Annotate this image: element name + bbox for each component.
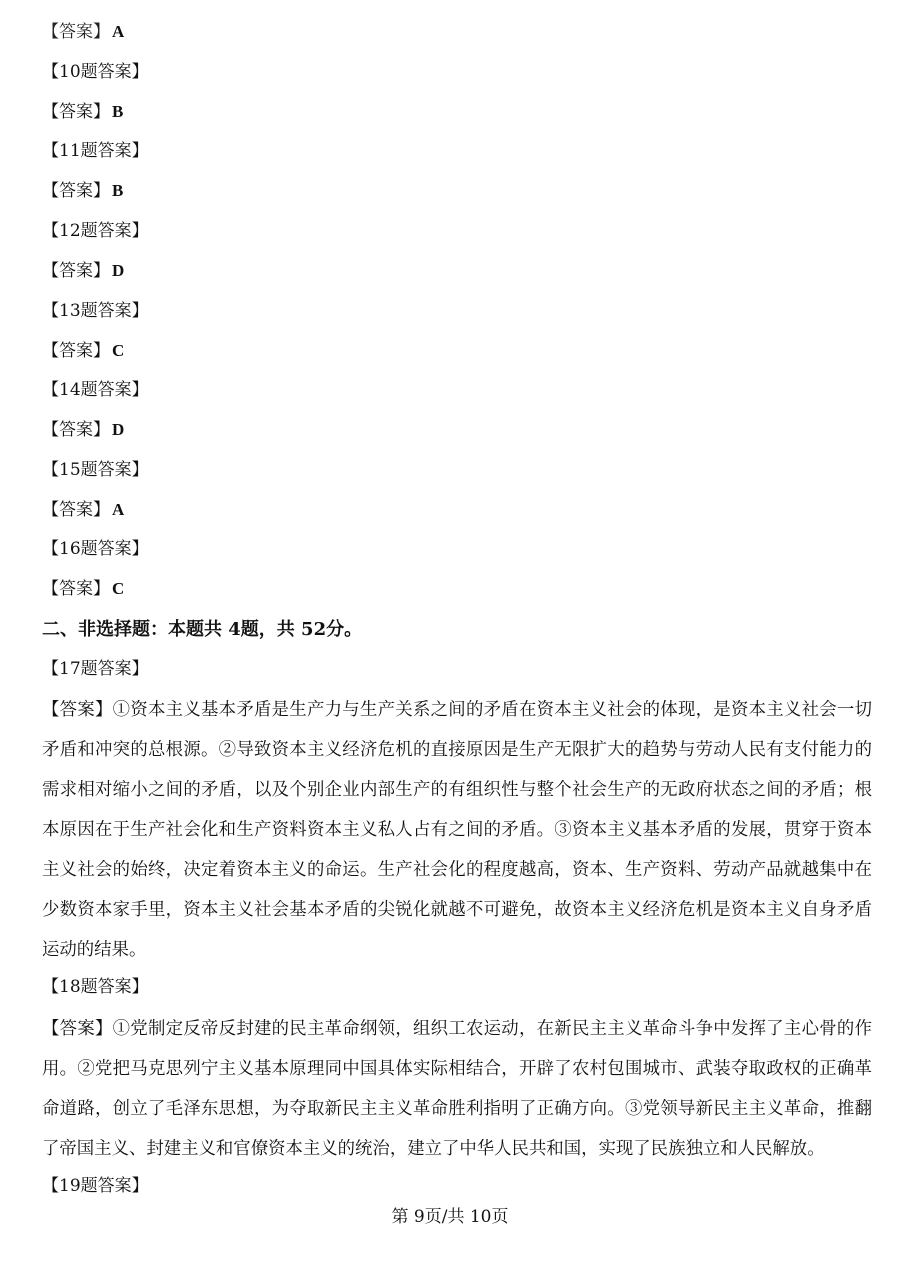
answer-label: 【答案】 <box>42 261 110 281</box>
question-header-17: 【17题答案】 <box>42 659 149 679</box>
question-header-10: 【10题答案】 <box>42 62 149 82</box>
answer-value: B <box>112 102 124 121</box>
answer-line-16 <box>42 577 124 601</box>
answer-value: D <box>112 420 125 439</box>
answer-label: 【答案】 <box>42 102 110 122</box>
section-title: 二、非选择题：本题共 4题，共 52分。 <box>42 619 363 640</box>
answer-label: 【答案】 <box>42 420 110 440</box>
answer-value: C <box>112 579 125 598</box>
answer-line-14 <box>42 418 124 442</box>
question-header-14: 【14题答案】 <box>42 380 149 400</box>
question-header-11: 【11题答案】 <box>42 141 149 161</box>
answer-value: A <box>112 500 125 519</box>
page-footer: 第 9页/共 10页 <box>391 1207 509 1227</box>
question-header-19: 【19题答案】 <box>42 1176 149 1196</box>
answer-line-15 <box>42 498 124 522</box>
answer-label: 【答案】 <box>42 22 110 42</box>
question-header-15: 【15题答案】 <box>42 460 149 480</box>
answer-label: 【答案】 <box>42 341 110 361</box>
answer-line-9 <box>42 20 124 44</box>
question-header-16: 【16题答案】 <box>42 539 149 559</box>
answer-line-10 <box>42 100 123 124</box>
answer-paragraph-18: 【答案】①党制定反帝反封建的民主革命纲领，组织工农运动，在新民主主义革命斗争中发挥了主心骨的作用。②党把马克思列宁主义基本原理同中国具体实际相结合，开辟了农村包围城市、武装夺取政权的正确革命道路，创立了毛泽东思想，为夺取新民主主义革命胜利指明了正确方向。③党领导新民主主义革命，推翻了帝国主义、封建主义和官僚资本主义的统治，建立了中华人民共和国，实现了民族独立和人民解放。 <box>42 1019 872 1159</box>
answer-value: B <box>112 181 124 200</box>
question-header-18: 【18题答案】 <box>42 977 149 997</box>
question-header-12: 【12题答案】 <box>42 221 149 241</box>
answer-label: 【答案】 <box>42 181 110 201</box>
answer-label: 【答案】 <box>42 579 110 599</box>
question-header-13: 【13题答案】 <box>42 301 149 321</box>
answer-value: D <box>112 261 125 280</box>
answer-line-13 <box>42 339 124 363</box>
answer-line-11 <box>42 179 123 203</box>
answer-line-12 <box>42 259 124 283</box>
answer-value: C <box>112 341 125 360</box>
answer-value: A <box>112 22 125 41</box>
answer-paragraph-17: 【答案】①资本主义基本矛盾是生产力与生产关系之间的矛盾在资本主义社会的体现，是资本主义社会一切矛盾和冲突的总根源。②导致资本主义经济危机的直接原因是生产无限扩大的趋势与劳动人民有支付能力的需求相对缩小之间的矛盾，以及个别企业内部生产的有组织性与整个社会生产的无政府状态之间的矛盾；根本原因在于生产社会化和生产资料资本主义私人占有之间的矛盾。③资本主义基本矛盾的发展，贯穿于资本主义社会的始终，决定着资本主义的命运。生产社会化的程度越高，资本、生产资料、劳动产品就越集中在少数资本家手里，资本主义社会基本矛盾的尖锐化就越不可避免，故资本主义经济危机是资本主义自身矛盾运动的结果。 <box>42 700 872 960</box>
answer-label: 【答案】 <box>42 500 110 520</box>
